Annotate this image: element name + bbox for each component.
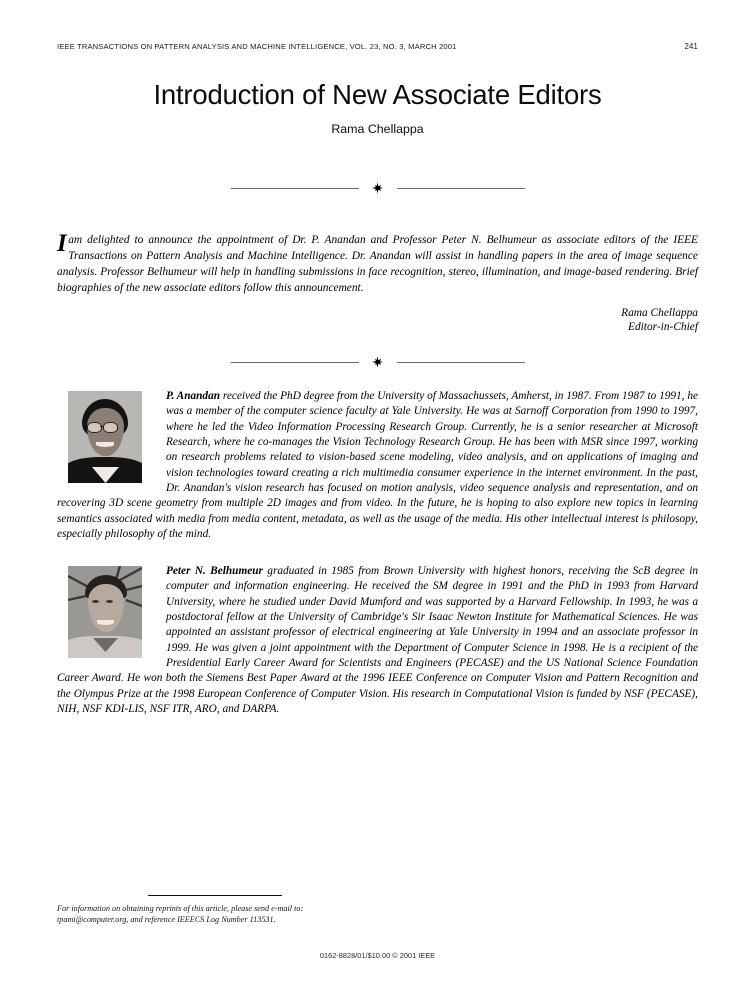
portrait-eyeglass-right [103, 422, 118, 433]
signature-role: Editor-in-Chief [627, 321, 698, 334]
running-head-journal: IEEE TRANSACTIONS ON PATTERN ANALYSIS AND MACHINE INTELLIGENCE, VOL. 23, NO. 3, MARCH 2001 [57, 42, 457, 51]
divider-rule-left [231, 362, 359, 363]
biography-name: Peter N. Belhumeur [166, 565, 263, 577]
biography-name: P. Anandan [166, 390, 221, 402]
portrait-mouth [96, 442, 114, 447]
footnote-rule [148, 895, 282, 896]
article-byline: Rama Chellappa [331, 122, 424, 136]
divider-rule-left [231, 188, 359, 189]
portrait-photo-belhumeur [68, 566, 142, 658]
footnote [57, 903, 477, 925]
running-head [57, 42, 698, 51]
portrait-photo-anandan [68, 391, 142, 483]
editorial-intro [57, 232, 698, 296]
divider-rule-right [397, 362, 525, 363]
ornamental-divider-top [0, 181, 755, 195]
page-number: 241 [684, 42, 698, 51]
ornamental-divider-middle [0, 355, 755, 369]
diamond-star-icon [371, 355, 385, 369]
intro-dropcap: I [57, 230, 67, 257]
biography-text: received the PhD degree from the University of Massachussets, Amherst, in 1987. From 1987 to 1991, he was a member of the computer science faculty at Yale University. He was at Sarnoff Corporation from 1990 to 1997, where he led the Video Information Processing Research Group. Currently, he is a senior researcher at Microsoft Research, where he co-manages the Vision Technology Research Group. He has been with MSR since 1997, working on research problems related to vision-based scene modeling, video analysis, and on applications of imaging and vision technologies toward creating a rich multimedia consumer experience in the internet environment. In the past, Dr. Anandan's vision research has focused on motion analysis, video sequence analysis and representation, and on recovering 3D scene geometry from multiple 2D images and from video. In the future, he is hoping to also explore new topics in learning semantics associated with media from media content, metadata, as well as the usage of the media. His other intellectual interest is philosopy, especially philosophy of the mind. [57, 390, 698, 541]
intro-text: am delighted to announce the appointment of Dr. P. Anandan and Professor Peter N. Belhumeur as associate editors of the IEEE Transactions on Pattern Analysis and Machine Intelligence. Dr. Anandan will assist in handling papers in the area of image sequence analysis. Professor Belhumeur will help in handling submissions in face recognition, stereo, illumination, and image-based rendering. Brief biographies of the new associate editors follow this announcement. [57, 234, 698, 295]
biography-text: graduated in 1985 from Brown University with highest honors, receiving the ScB degree in computer and information engineering. He received the SM degree in 1991 and the PhD in 1993 from Harvard University, where he studied under David Mumford and was supported by a Harvard Fellowship. In 1993, he was a postdoctoral fellow at the University of Cambridge's Sir Isaac Newton Institute for Mathematical Sciences. He was appointed an assistant professor of electrical engineering at Yale University in 1994 and an associate professor in 1999. He was given a joint appointment with the Department of Computer Science in 1998. He is a recipient of the Presidential Early Career Award for Scientists and Engineers (PECASE) and the US National Science Foundation Career Award. He won both the Siemens Best Paper Award at the 1996 IEEE Conference on Computer Vision and Pattern Recognition and the Olympus Prize at the 1998 European Conference of Computer Vision. His research in Computational Vision is funded by NSF (PECASE), NIH, NSF KDI-LIS, NSF ITR, ARO, and DARPA. [57, 565, 698, 716]
copyright-line: 0162-8828/01/$10.00 © 2001 IEEE [319, 951, 436, 960]
portrait-eye-right [106, 600, 113, 603]
biography-anandan [57, 389, 698, 542]
footnote-line-2: tpami@computer.org, and reference IEEECS Log Number 113531. [57, 915, 276, 925]
portrait-eye-left [92, 600, 99, 603]
biography-belhumeur [57, 564, 698, 717]
footnote-line-1: For information on obtaining reprints of this article, please send e-mail to: [57, 904, 304, 913]
editor-signature [621, 306, 698, 334]
diamond-star-icon [371, 181, 385, 195]
divider-rule-right [397, 188, 525, 189]
portrait-eyeglass-bridge [100, 426, 103, 427]
portrait-eyeglass-left [87, 422, 102, 433]
article-title: Introduction of New Associate Editors [153, 79, 602, 110]
signature-name: Rama Chellappa [621, 307, 698, 319]
portrait-mouth [97, 620, 114, 625]
